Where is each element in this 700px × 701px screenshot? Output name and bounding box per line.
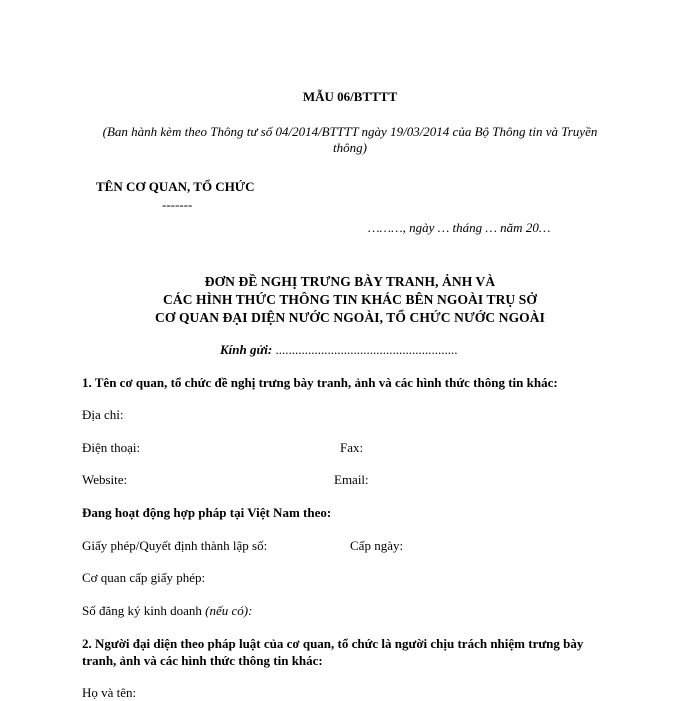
business-registration-label [82, 603, 252, 619]
document-title-line1: ĐƠN ĐỀ NGHỊ TRƯNG BÀY TRANH, ẢNH VÀ [204, 274, 496, 289]
full-name-label: Họ và tên: [82, 685, 137, 700]
salutation [220, 342, 457, 358]
issued-note-line1: (Ban hành kèm theo Thông tư số 04/2014/BTTTT ngày 19/03/2014 của Bộ Thông tin và Truyền [102, 124, 598, 139]
license-number-label: Giấy phép/Quyết định thành lập số: [82, 538, 268, 553]
salutation-blank: ........................................................ [275, 342, 458, 357]
section2-heading-line1: 2. Người đại diện theo pháp luật của cơ quan, tổ chức là người chịu trách nhiệm trưng bày [82, 636, 584, 651]
business-registration-note: (nếu có): [205, 603, 253, 618]
address-label: Địa chỉ: [82, 407, 124, 422]
issuing-agency-label: Cơ quan cấp giấy phép: [82, 570, 206, 585]
business-registration-text: Số đăng ký kinh doanh [82, 603, 202, 618]
section1-heading: 1. Tên cơ quan, tổ chức đề nghị trưng bày tranh, ảnh và các hình thức thông tin khác: [82, 375, 558, 390]
email-label: Email: [334, 472, 369, 487]
agency-separator: ------- [162, 197, 193, 212]
date-line: ………, ngày … tháng … năm 20… [368, 220, 551, 235]
section2-heading-line2: tranh, ảnh và các hình thức thông tin khác: [82, 653, 323, 668]
phone-label: Điện thoại: [82, 440, 141, 455]
document-title-line2: CÁC HÌNH THỨC THÔNG TIN KHÁC BÊN NGOÀI TRỤ SỞ [163, 292, 537, 307]
agency-label: TÊN CƠ QUAN, TỔ CHỨC [96, 179, 255, 194]
salutation-label: Kính gửi: [220, 342, 273, 357]
document-title-line3: CƠ QUAN ĐẠI DIỆN NƯỚC NGOÀI, TỔ CHỨC NƯỚC NGOÀI [155, 310, 545, 325]
fax-label: Fax: [340, 440, 364, 455]
issued-note-line2: thông) [333, 140, 367, 155]
website-label: Website: [82, 472, 128, 487]
legal-status-heading: Đang hoạt động hợp pháp tại Việt Nam theo: [82, 505, 332, 520]
form-code: MẪU 06/BTTTT [302, 89, 398, 104]
issue-date-label: Cấp ngày: [350, 538, 404, 553]
